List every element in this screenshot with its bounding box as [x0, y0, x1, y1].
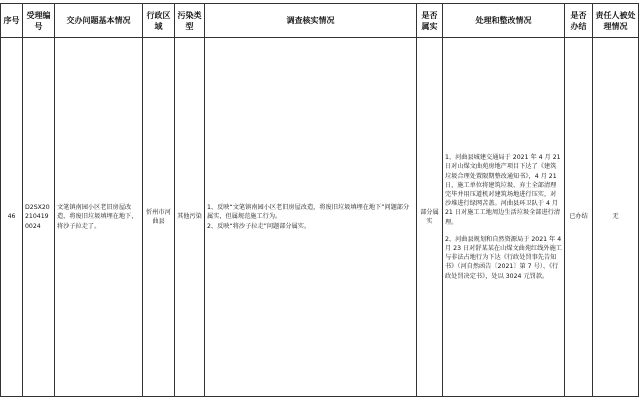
cell-case-no: D2SX202104190024 [23, 38, 55, 397]
header-closed: 是否办结 [565, 4, 593, 38]
table-row [1, 38, 639, 397]
header-pollution-type: 污染类型 [175, 4, 205, 38]
cell-accountability: 无 [593, 38, 639, 397]
header-district: 行政区域 [143, 4, 175, 38]
cell-pollution-type: 其他污染 [175, 38, 205, 397]
cell-verified: 部分属实 [417, 38, 443, 397]
case-table [0, 3, 639, 397]
header-accountability: 责任人被处理情况 [593, 4, 639, 38]
cell-investigation [205, 38, 417, 397]
cell-district: 忻州市河曲县 [143, 38, 175, 397]
handling-item-1: 1、河曲县城建交通局于 2021 年 4 月 21 日对山煤文曲苑房地产项目下达了《建筑垃圾合理处置限期整改通知书》，4 月 21 日，施工单位将建筑垃圾、弃土全部清理完毕并用压道机对建筑场地进行压实，对沙堆进行绿网苫盖。河曲县环卫队于 4 月 21 日对施工工地周边生活垃圾全部进行清理。 [445, 154, 561, 226]
header-investigation: 调查核实情况 [205, 4, 417, 38]
header-case-no: 受理编号 [23, 4, 55, 38]
header-handling: 处理和整改情况 [443, 4, 565, 38]
investigation-item-2: 2、反映“将沙子拉走”问题部分属实。 [207, 222, 311, 230]
header-seq: 序号 [1, 4, 23, 38]
cell-issue: 文笔镇南园小区老旧房屋改造，将废旧垃圾填埋在地下，将沙子拉走了。 [55, 38, 143, 397]
cell-closed: 已办结 [565, 38, 593, 397]
investigation-item-1: 1、反映“文笔镇南园小区老旧房屋改造，将废旧垃圾填埋在地下”问题部分属实，但属规范施工行为。 [207, 204, 410, 221]
handling-gap [445, 227, 562, 235]
handling-item-2: 2、河曲县规划和自然资源局于 2021 年 4 月 23 日对舒某某在山煤文曲苑红线外施工与非法占地行为下达《行政处罚事先告知书》（河自然函告〔2021〕第 7 号）、《行政处罚决定书》，处以 3024 元罚款。 [445, 235, 562, 280]
cell-seq: 46 [1, 38, 23, 397]
header-issue: 交办问题基本情况 [55, 4, 143, 38]
header-verified: 是否属实 [417, 4, 443, 38]
cell-handling [443, 38, 565, 397]
header-row [1, 4, 639, 38]
